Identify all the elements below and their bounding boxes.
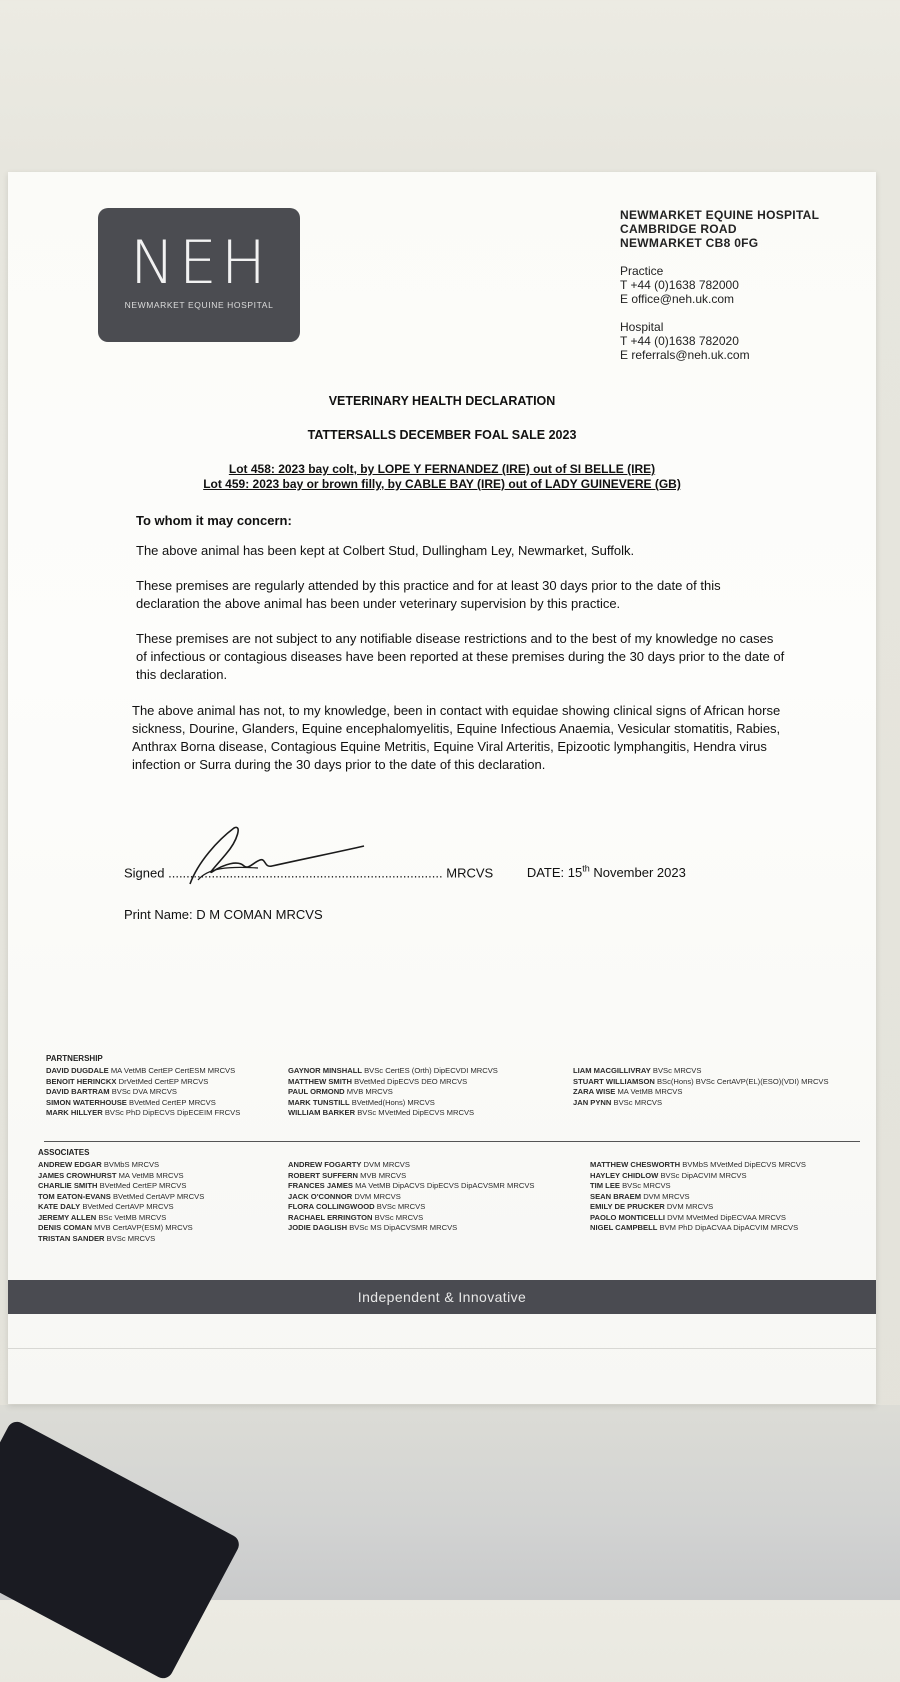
staff-entry: FRANCES JAMES MA VetMB DipACVS DipECVS DipACVSMR MRCVS — [288, 1181, 535, 1190]
practice-label: Practice — [620, 264, 664, 278]
paragraph: The above animal has been kept at Colbert Stud, Dullingham Ley, Newmarket, Suffolk. — [136, 543, 635, 558]
staff-entry: DAVID DUGDALE MA VetMB CertEP CertESM MRCVS — [46, 1066, 236, 1075]
hospital-phone: T +44 (0)1638 782020 — [620, 334, 739, 348]
staff-entry: RACHAEL ERRINGTON BVSc MRCVS — [288, 1212, 424, 1222]
address-line: NEWMARKET CB8 0FG — [620, 236, 759, 250]
paragraph: These premises are regularly attended by this practice and for at least 30 days prior to the date of this declaration the above animal has been under veterinary supervision by this practice. — [136, 578, 721, 611]
staff-entry: MARK HILLYER BVSc PhD DipECVS DipECEIM FRCVS — [46, 1108, 241, 1117]
staff-entry: BENOIT HERINCKX DrVetMed CertEP MRCVS — [46, 1076, 209, 1086]
associates-column-3 — [590, 1160, 806, 1234]
staff-entry: LIAM MACGILLIVRAY BVSc MRCVS — [573, 1066, 702, 1075]
address-line: CAMBRIDGE ROAD — [620, 222, 737, 236]
staff-entry: PAOLO MONTICELLI DVM MVetMed DipECVAA MRCVS — [590, 1212, 786, 1222]
staff-entry: MATTHEW SMITH BVetMed DipECVS DEO MRCVS — [288, 1076, 468, 1086]
partnership-column-3 — [573, 1066, 829, 1108]
staff-entry: ANDREW FOGARTY DVM MRCVS — [288, 1160, 410, 1169]
footer-bar — [8, 1280, 876, 1314]
document-title: VETERINARY HEALTH DECLARATION — [328, 394, 556, 408]
practice-contact — [620, 264, 860, 306]
address-line: NEWMARKET EQUINE HOSPITAL — [620, 208, 820, 222]
staff-entry: PAUL ORMOND MVB MRCVS — [288, 1087, 393, 1096]
lot-line: Lot 458: 2023 bay colt, by LOPE Y FERNANDEZ (IRE) out of SI BELLE (IRE) — [228, 462, 656, 476]
staff-entry: FLORA COLLINGWOOD BVSc MRCVS — [288, 1202, 426, 1211]
paragraph: The above animal has not, to my knowledge, been in contact with equidae showing clinical signs of African horse sickness, Dourine, Glanders, Equine encephalomyelitis, Equine Infectious Anaemia, Vesicular stomatitis, Rabies, Anthrax Borna disease, Contagious Equine Metritis, Equine Viral Arteritis, Epizootic lymphangitis, Hendra virus infection or Surra during the 30 days prior to the date of this declaration. — [132, 703, 781, 772]
practice-email: E office@neh.uk.com — [620, 292, 735, 306]
staff-entry: TOM EATON-EVANS BVetMed CertAVP MRCVS — [38, 1191, 205, 1201]
hospital-address — [620, 208, 860, 362]
sale-title: TATTERSALLS DECEMBER FOAL SALE 2023 — [307, 428, 577, 442]
staff-entry: JODIE DAGLISH BVSc MS DipACVSMR MRCVS — [288, 1223, 458, 1232]
signed-suffix: MRCVS — [446, 865, 494, 881]
staff-entry: GAYNOR MINSHALL BVSc CertES (Orth) DipECVDI MRCVS — [288, 1066, 498, 1075]
signed-dots: ............................................................................ — [168, 865, 443, 881]
logo-subtitle: NEWMARKET EQUINE HOSPITAL — [124, 300, 274, 310]
footer-rule — [8, 1348, 876, 1349]
neh-logo — [98, 208, 300, 342]
paragraph: These premises are not subject to any notifiable disease restrictions and to the best of my knowledge no cases of infectious or contagious diseases have been reported at these premises during the 30 days prior to the date of this declaration. — [136, 631, 785, 682]
footer-slogan: Independent & Innovative — [357, 1289, 527, 1305]
staff-entry: STUART WILLIAMSON BSc(Hons) BVSc CertAVP(EL)(ESO)(VDI) MRCVS — [573, 1076, 829, 1086]
staff-entry: ANDREW EDGAR BVMbS MRCVS — [38, 1160, 160, 1169]
staff-entry: DENIS COMAN MVB CertAVP(ESM) MRCVS — [38, 1223, 193, 1232]
staff-entry: SIMON WATERHOUSE BVetMed CertEP MRCVS — [46, 1097, 216, 1107]
staff-entry: EMILY DE PRUCKER DVM MRCVS — [590, 1202, 714, 1211]
hospital-email: E referrals@neh.uk.com — [620, 348, 750, 362]
staff-entry: KATE DALY BVetMed CertAVP MRCVS — [38, 1202, 174, 1211]
letter-page — [8, 172, 876, 1404]
divider-rule — [44, 1141, 860, 1142]
staff-entry: MARK TUNSTILL BVetMed(Hons) MRCVS — [288, 1097, 435, 1107]
staff-entry: TIM LEE BVSc MRCVS — [590, 1181, 671, 1190]
partnership-column-2 — [288, 1066, 498, 1119]
staff-entry: SEAN BRAEM DVM MRCVS — [590, 1191, 690, 1201]
staff-entry: JAN PYNN BVSc MRCVS — [573, 1097, 663, 1107]
staff-entry: HAYLEY CHIDLOW BVSc DipACVIM MRCVS — [590, 1170, 747, 1180]
declaration-date: DATE: 15th November 2023 — [526, 864, 686, 881]
staff-entry: MATTHEW CHESWORTH BVMbS MVetMed DipECVS MRCVS — [590, 1160, 806, 1169]
salutation: To whom it may concern: — [136, 513, 292, 528]
staff-entry: JACK O'CONNOR DVM MRCVS — [288, 1191, 401, 1201]
logo-letters: NEH — [130, 228, 270, 298]
associates-column-2 — [288, 1160, 534, 1234]
signed-label: Signed — [124, 865, 165, 881]
staff-entry: JEREMY ALLEN BSc VetMB MRCVS — [38, 1212, 167, 1222]
associates-column-1 — [38, 1160, 204, 1244]
signature-line — [124, 864, 844, 880]
staff-entry: WILLIAM BARKER BVSc MVetMed DipECVS MRCVS — [288, 1108, 475, 1117]
print-name: Print Name: D M COMAN MRCVS — [124, 907, 323, 922]
lot-line: Lot 459: 2023 bay or brown filly, by CABLE BAY (IRE) out of LADY GUINEVERE (GB) — [203, 477, 681, 491]
hospital-label: Hospital — [620, 320, 664, 334]
hospital-contact — [620, 320, 860, 362]
signature — [168, 822, 378, 892]
partnership-heading: PARTNERSHIP — [46, 1054, 103, 1063]
staff-entry: CHARLIE SMITH BVetMed CertEP MRCVS — [38, 1181, 187, 1190]
staff-entry: DAVID BARTRAM BVSc DVA MRCVS — [46, 1087, 177, 1096]
associates-heading: ASSOCIATES — [38, 1148, 90, 1157]
partnership-column-1 — [46, 1066, 240, 1119]
staff-entry: NIGEL CAMPBELL BVM PhD DipACVAA DipACVIM MRCVS — [590, 1223, 799, 1232]
staff-entry: ROBERT SUFFERN MVB MRCVS — [288, 1170, 407, 1180]
practice-phone: T +44 (0)1638 782000 — [620, 278, 739, 292]
staff-entry: ZARA WISE MA VetMB MRCVS — [573, 1087, 683, 1096]
staff-entry: TRISTAN SANDER BVSc MRCVS — [38, 1233, 156, 1243]
staff-entry: JAMES CROWHURST MA VetMB MRCVS — [38, 1170, 184, 1180]
